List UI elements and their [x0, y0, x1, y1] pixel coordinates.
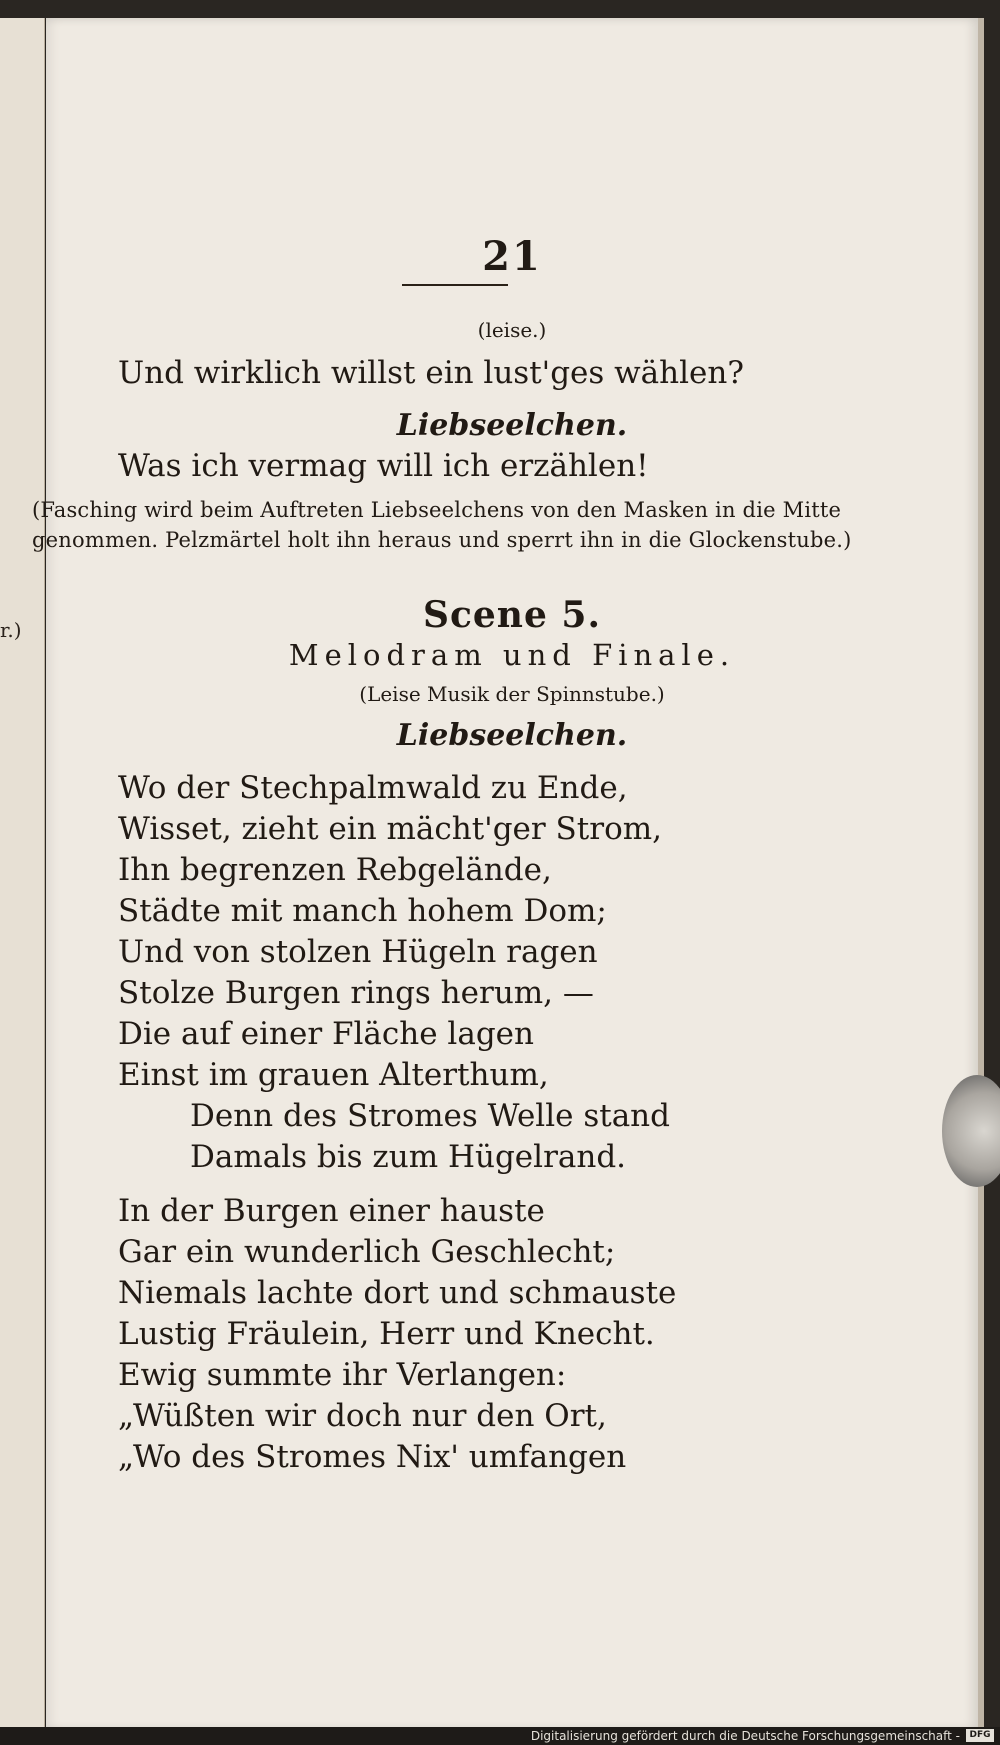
previous-page-fragment: r.): [0, 618, 22, 642]
verse-line: Und von stolzen Hügeln ragen: [118, 934, 598, 970]
stage-direction: (Leise Musik der Spinnstube.): [359, 682, 665, 706]
speaker-name: Liebseelchen.: [396, 718, 628, 753]
book-page: [32, 18, 978, 1730]
page-number-rule: [402, 284, 508, 286]
stage-direction: (leise.): [477, 318, 547, 342]
verse-line: Denn des Stromes Welle stand: [190, 1098, 670, 1134]
verse-line: Ewig summte ihr Verlangen:: [118, 1357, 567, 1393]
verse-line: Städte mit manch hohem Dom;: [118, 893, 607, 929]
page-edge-shadow: [978, 18, 984, 1730]
verse-line: Damals bis zum Hügelrand.: [190, 1139, 627, 1175]
verse-line: Niemals lachte dort und schmauste: [118, 1275, 677, 1311]
verse-line: Und wirklich willst ein lust'ges wählen?: [118, 355, 744, 391]
page-number: 21: [482, 233, 542, 280]
verse-line: Gar ein wunderlich Geschlecht;: [118, 1234, 616, 1270]
digitization-credit: Digitalisierung gefördert durch die Deutsche Forschungsgemeinschaft -: [530, 1729, 960, 1743]
verse-line: „Wüßten wir doch nur den Ort,: [118, 1398, 607, 1434]
scene-subtitle: Melodram und Finale.: [288, 638, 736, 672]
scene-title: Scene 5.: [422, 594, 601, 636]
stage-direction: genommen. Pelzmärtel holt ihn heraus und sperrt ihn in die Glockenstube.): [32, 528, 852, 552]
speaker-name: Liebseelchen.: [396, 408, 628, 443]
verse-line: Die auf einer Fläche lagen: [118, 1016, 534, 1052]
verse-line: Wisset, zieht ein mächt'ger Strom,: [118, 811, 662, 847]
verse-line: Was ich vermag will ich erzählen!: [118, 448, 649, 484]
verse-line: Stolze Burgen rings herum, —: [118, 975, 594, 1011]
verse-line: Ihn begrenzen Rebgelände,: [118, 852, 552, 888]
verse-line: Einst im grauen Alterthum,: [118, 1057, 549, 1093]
verse-line: In der Burgen einer hauste: [118, 1193, 545, 1229]
previous-page-edge: [0, 18, 45, 1728]
dfg-logo: DFG: [966, 1729, 994, 1742]
verse-line: „Wo des Stromes Nix' umfangen: [118, 1439, 627, 1475]
stage-direction: (Fasching wird beim Auftreten Liebseelchens von den Masken in die Mitte: [32, 498, 842, 522]
verse-line: Wo der Stechpalmwald zu Ende,: [118, 770, 628, 806]
verse-line: Lustig Fräulein, Herr und Knecht.: [118, 1316, 655, 1352]
